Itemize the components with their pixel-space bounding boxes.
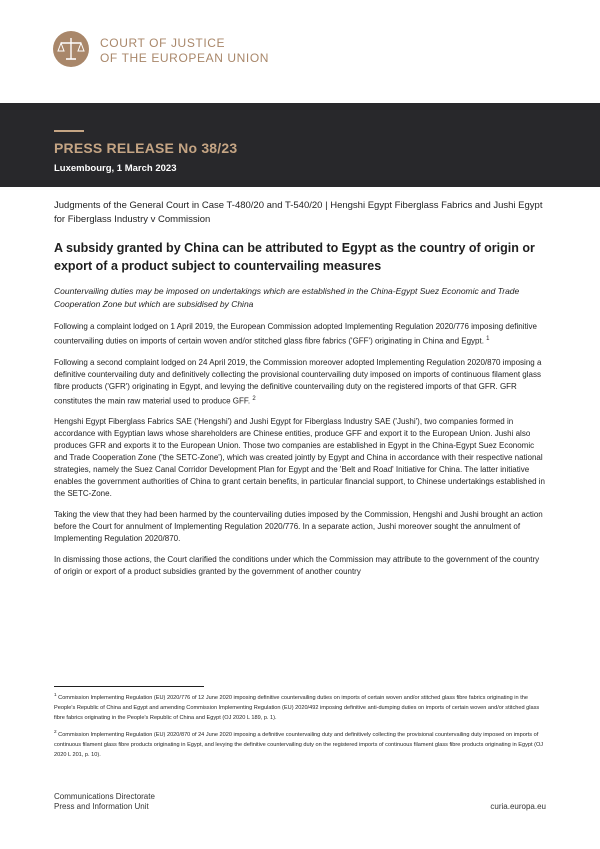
press-release-title: PRESS RELEASE No 38/23	[54, 140, 238, 156]
paragraph-4: Taking the view that they had been harmed by the countervailing duties imposed by the Commission, Hengshi and Jushi brought an action before the Court for annulment of Implementing Regulation 2020/776. In a separate action, Jushi moreover sought the annulment of Implementing Regulation 2020/870.	[54, 510, 543, 544]
press-release-band	[0, 103, 600, 187]
band-accent-rule	[54, 130, 84, 132]
paragraph-5: In dismissing those actions, the Court clarified the conditions under which the Commission may attribute to the government of the country of origin or export of a product subsidies granted by the government of another country	[54, 555, 540, 577]
headline: A subsidy granted by China can be attributed to Egypt as the country of origin or export of a product subject to countervailing measures	[54, 241, 535, 273]
org-line-2: OF THE EUROPEAN UNION	[100, 51, 270, 65]
header-logo	[52, 30, 292, 80]
footnote-1: $^1$ Commission Implementing Regulation (EU) 2020/776 of 12 June 2020 imposing definitive countervailing duties on imports of certain woven and/or stitched glass fibre fabrics originating in the People's Republic of China and Egypt and amending Commission Implementing Regulation (EU) 2020/492 imposing definitive anti-dumping duties on imports of certain woven and/or stitched glass fibre fabrics originating in the People's Republic of China and Egypt (OJ 2020 L 189, p. 1).	[54, 692, 540, 721]
paragraph-1: Following a complaint lodged on 1 April 2019, the European Commission adopted Implementing Regulation 2020/776 imposing definitive countervailing duties on imports of certain woven and/or stitched glass fibre fabrics ('GFF') originating in China and Egypt. $^1$	[54, 322, 537, 346]
document-body	[54, 199, 546, 587]
org-name	[100, 36, 269, 66]
paragraph-2: Following a second complaint lodged on 24 April 2019, the Commission moreover adopted Implementing Regulation 2020/870 imposing a definitive countervailing duty and definitively collecting the provisional countervailing duty imposed on imports of continuous filament glass fibre products ('GFR') originating in Egypt, and levying the definitive countervailing duty on the registered imports of that GFR. GFR constitutes the main raw material used to produce GFF. $^2$	[54, 357, 542, 406]
standfirst: Countervailing duties may be imposed on undertakings which are established in the China-Egypt Suez Economic and Trade Cooperation Zone but which are subsidised by China	[54, 286, 520, 309]
footnote-2: $^2$ Commission Implementing Regulation (EU) 2020/870 of 24 June 2020 imposing a definitive countervailing duty and definitively collecting the provisional countervailing duty imposed on imports of continuous filament glass fibre products originating in Egypt, and levying the definitive countervailing duty on the registered imports of continuous filament glass fibre products originating in Egypt (OJ 2020 L 201, p. 10).	[54, 728, 544, 758]
footnotes	[54, 690, 546, 764]
footer-directorate: Communications Directorate	[54, 792, 155, 801]
press-release-date: Luxembourg, 1 March 2023	[54, 163, 177, 174]
court-emblem-icon	[52, 30, 90, 68]
footnote-ref-2[interactable]: 2	[252, 395, 256, 402]
footnote-ref-1[interactable]: 1	[486, 336, 490, 342]
org-line-1: COURT OF JUSTICE	[100, 36, 226, 50]
case-subtitle: Judgments of the General Court in Case T-480/20 and T-540/20 | Hengshi Egypt Fiberglass Fabrics and Jushi Egypt for Fiberglass Industry v Commission	[54, 200, 543, 225]
paragraph-3: Hengshi Egypt Fiberglass Fabrics SAE ('Hengshi') and Jushi Egypt for Fiberglass Industry SAE ('Jushi'), two companies formed in accordance with Egyptian laws whose shareholders are Chinese entities, produce GFF and export it to the European Union. Jushi also produces GFR and exports it to the European Union. Those two companies are established in Egypt in the China-Egypt Suez Economic and Trade Cooperation Zone ('the SETC-Zone'), which was created jointly by Egypt and China in accordance with their respective national strategies, namely the Suez Canal Corridor Development Plan for Egypt and the 'Belt and Road' Initiative for China. The latter initiative enables the government authorities of China to grant certain benefits, in particular financial support, to Chinese undertakings established in the SETC-Zone.	[54, 417, 545, 499]
footer-contact	[54, 792, 155, 812]
page-footer	[54, 792, 546, 822]
footnote-divider	[54, 686, 204, 687]
footer-unit: Press and Information Unit	[54, 802, 149, 811]
footer-website-link[interactable]: curia.europa.eu	[490, 802, 546, 811]
